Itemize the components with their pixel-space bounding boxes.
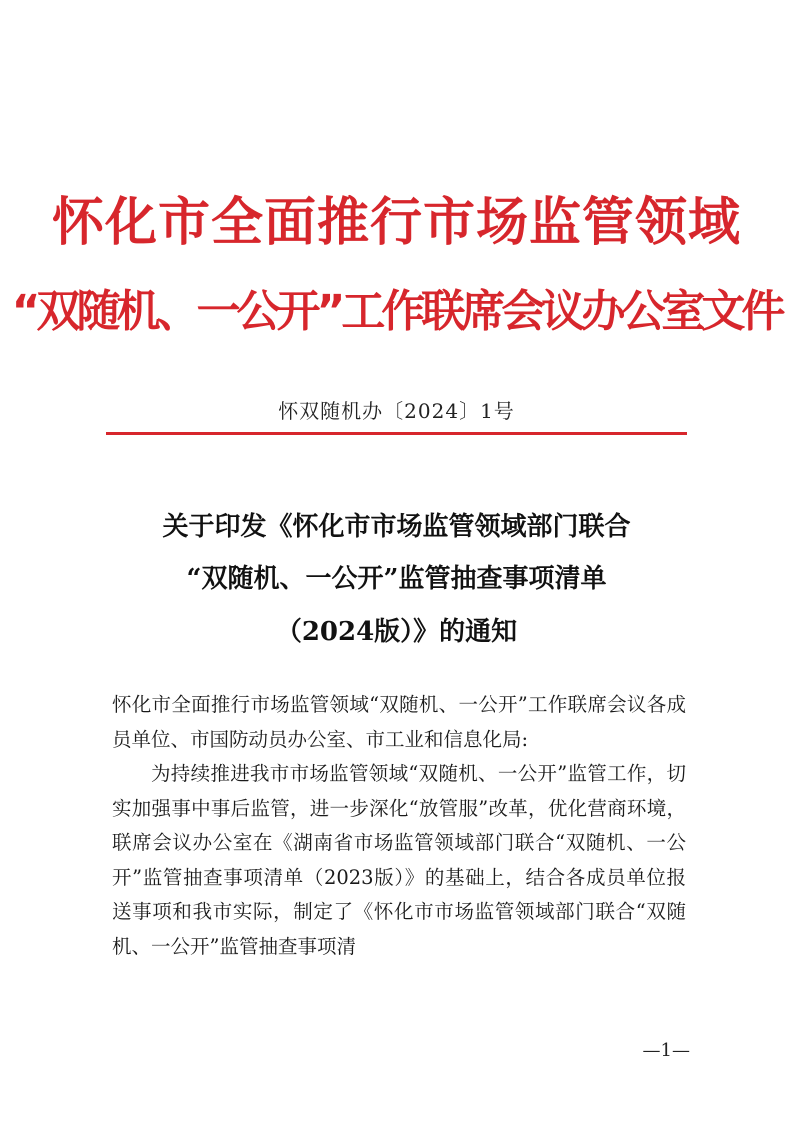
document-number: 怀双随机办〔2024〕1号 <box>278 399 515 423</box>
issuer-header-line2: “双随机、一公开”工作联席会议办公室文件 <box>11 286 782 337</box>
red-divider-line <box>106 432 687 435</box>
notice-title-line2: “双随机、一公开”监管抽查事项清单 <box>186 564 607 594</box>
notice-title-line1: 关于印发《怀化市市场监管领域部门联合 <box>162 512 631 542</box>
body-paragraph: 为持续推进我市市场监管领域“双随机、一公开”监管工作，切实加强事中事后监管，进一步深化“放管服”改革，优化营商环境，联席会议办公室在《湖南省市场监管领域部门联合“双随机、一公开”监管抽查事项清单（2023版）》的基础上，结合各成员单位报送事项和我市实际，制定了《怀化市市场监管领域部门联合“双随机、一公开”监管抽查事项清 <box>112 762 686 958</box>
addressee: 怀化市全面推行市场监管领域“双随机、一公开”工作联席会议各成员单位、市国防动员办公室、市工业和信息化局: <box>112 693 686 751</box>
issuer-header-line1: 怀化市全面推行市场监管领域 <box>51 193 741 253</box>
page-number: —1— <box>642 1040 690 1061</box>
notice-title-line3: （2024版）》的通知 <box>275 617 518 647</box>
